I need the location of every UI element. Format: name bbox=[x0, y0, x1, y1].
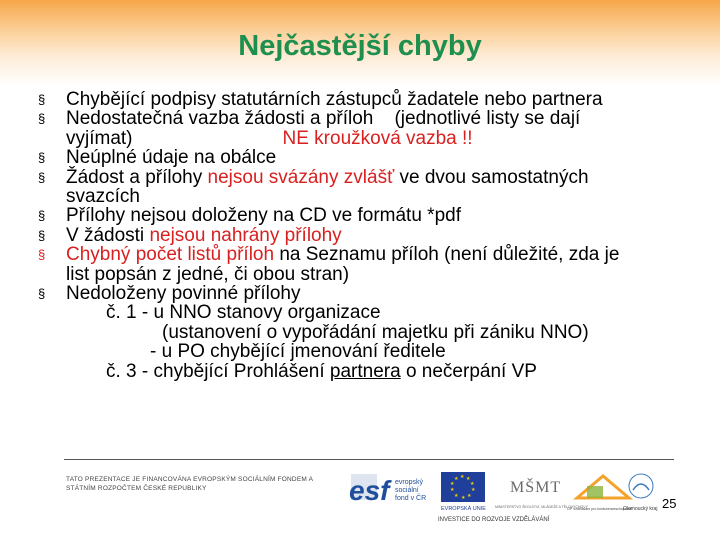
item-text-cont: vyjímat) bbox=[66, 127, 133, 149]
item-text: Neúplné údaje na obálce bbox=[66, 147, 277, 169]
svg-text:★: ★ bbox=[467, 493, 472, 499]
bullet-marker: § bbox=[38, 111, 46, 127]
list-item bbox=[38, 148, 710, 167]
list-item bbox=[38, 168, 710, 207]
svg-text:sociální: sociální bbox=[395, 487, 419, 494]
item-text: Nedoloženy povinné přílohy bbox=[66, 283, 301, 305]
olomoucky-kraj-logo bbox=[623, 474, 657, 512]
svg-text:★: ★ bbox=[470, 481, 475, 487]
esf-logo-text: esf bbox=[349, 475, 390, 506]
bullet-marker: § bbox=[38, 208, 46, 224]
bullet-list bbox=[38, 90, 710, 381]
item-text: Nedostatečná vazba žádosti a příloh (jednotlivé listy se dají bbox=[66, 108, 581, 130]
svg-text:★: ★ bbox=[450, 481, 455, 487]
slide-title: Nejčastější chyby bbox=[238, 30, 482, 62]
investment-caption: INVESTICE DO ROZVOJE VZDĚLÁVÁNÍ bbox=[438, 517, 550, 523]
item-text: Chybějící podpisy statutárních zástupců žadatele nebo partnera bbox=[66, 89, 603, 110]
sub-item: (ustanovení o vypořádání majetku při zániku NNO) bbox=[162, 321, 589, 343]
item-text: Žádost a přílohy bbox=[66, 166, 208, 188]
item-text-cont: list popsán z jedné, či obou stran) bbox=[66, 263, 350, 285]
page-number: 25 bbox=[662, 496, 677, 511]
svg-text:Olomoucký kraj: Olomoucký kraj bbox=[623, 506, 658, 512]
esf-logo bbox=[349, 474, 426, 506]
sub-item-text: č. 3 - chybějící Prohlášení bbox=[106, 360, 330, 382]
svg-text:MINISTERSTVO ŠKOLSTVÍ, MLÁDEŽE: MINISTERSTVO ŠKOLSTVÍ, MLÁDEŽE A TĚLOVÝCHOVY bbox=[495, 505, 588, 509]
svg-text:★: ★ bbox=[471, 487, 476, 493]
svg-text:★: ★ bbox=[460, 474, 465, 480]
svg-text:★: ★ bbox=[450, 487, 455, 493]
list-item bbox=[38, 90, 710, 109]
svg-text:★: ★ bbox=[461, 495, 466, 501]
underlined-word: partnera bbox=[329, 360, 401, 382]
bullet-marker: § bbox=[38, 92, 46, 107]
footer-separator bbox=[64, 459, 674, 460]
item-highlight: nejsou nahrány přílohy bbox=[149, 224, 342, 246]
svg-text:★: ★ bbox=[454, 493, 459, 499]
svg-text:fond v ČR: fond v ČR bbox=[395, 495, 427, 502]
item-highlight: NE kroužková vazba !! bbox=[282, 127, 473, 149]
item-text: Přílohy nejsou doloženy na CD ve formátu *pdf bbox=[66, 205, 461, 227]
svg-text:★: ★ bbox=[466, 476, 471, 482]
bullet-marker: § bbox=[38, 247, 46, 263]
list-item bbox=[38, 284, 710, 381]
bullet-marker: § bbox=[38, 227, 46, 243]
list-item bbox=[38, 226, 710, 245]
bullet-marker: § bbox=[38, 150, 46, 166]
svg-text:MŠMT: MŠMT bbox=[510, 479, 562, 496]
list-item bbox=[38, 245, 710, 284]
item-highlight: Chybný počet listů příloh bbox=[66, 244, 275, 266]
msmt-logo bbox=[495, 477, 589, 509]
svg-text:OP Vzdělávání pro konkurencesc: OP Vzdělávání pro konkurenceschopnost bbox=[567, 507, 632, 511]
item-text: na Seznamu příloh (není důležité, zda je bbox=[274, 244, 620, 266]
bullet-marker: § bbox=[38, 286, 46, 302]
item-text: ve dvou samostatných bbox=[394, 166, 589, 188]
sub-item bbox=[66, 362, 710, 381]
funding-notice: TATO PREZENTACE JE FINANCOVÁNA EVROPSKÝM SOCIÁLNÍM FONDEM A STÁTNÍM ROZPOČTEM ČESKÉ REPUBLIKY bbox=[66, 476, 313, 492]
eu-flag-logo bbox=[441, 472, 486, 512]
svg-text:evropský: evropský bbox=[395, 479, 424, 486]
sub-item-text: o nečerpání VP bbox=[400, 360, 537, 382]
item-text-cont: svazcích bbox=[66, 186, 140, 208]
list-item bbox=[38, 109, 710, 148]
svg-text:★: ★ bbox=[454, 476, 459, 482]
item-text: V žádosti bbox=[66, 224, 150, 246]
svg-text:EVROPSKÁ UNIE: EVROPSKÁ UNIE bbox=[441, 506, 486, 512]
sub-item: č. 1 - u NNO stanovy organizace bbox=[106, 302, 381, 324]
item-highlight: nejsou svázány zvlášť bbox=[207, 166, 395, 188]
sub-item: - u PO chybějící jmenování ředitele bbox=[150, 341, 446, 363]
list-item bbox=[38, 206, 710, 225]
bullet-marker: § bbox=[38, 169, 46, 185]
